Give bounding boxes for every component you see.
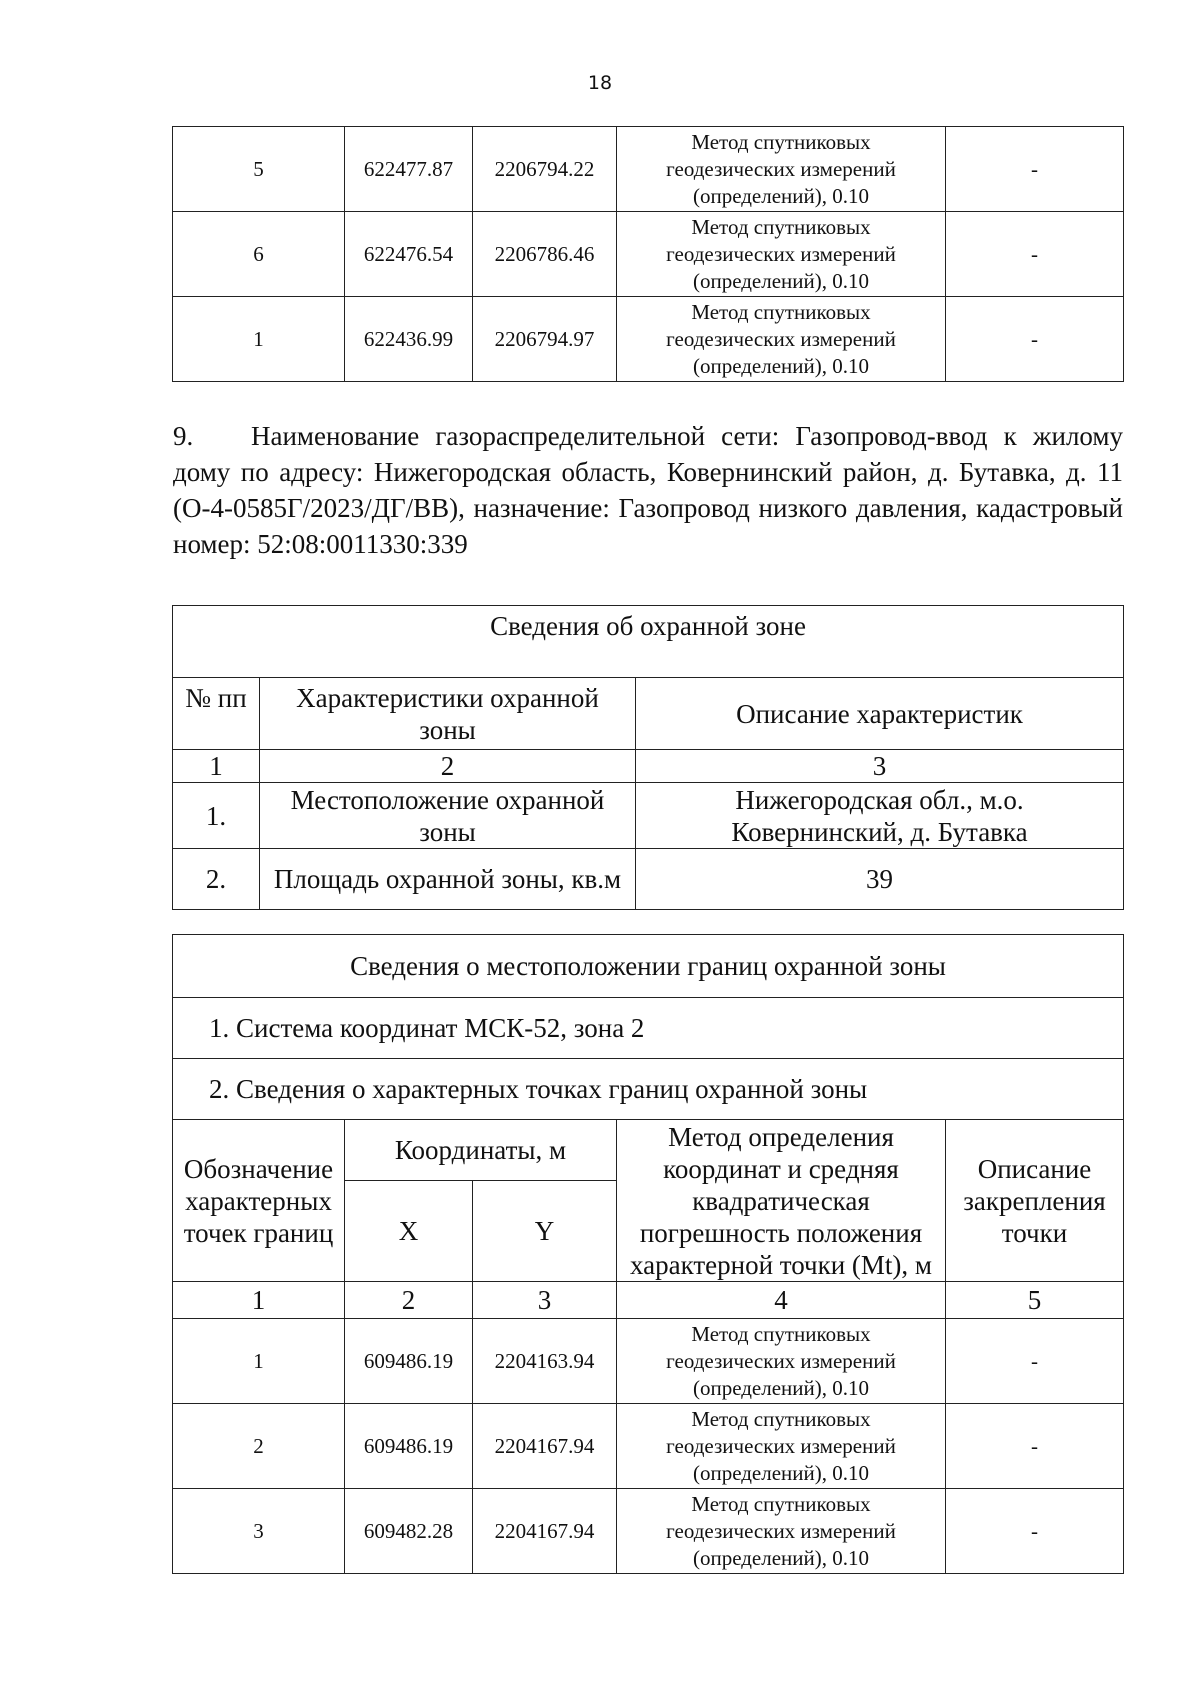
header-y: Y	[473, 1181, 617, 1282]
header-characteristic	[260, 678, 636, 750]
col-number: 1	[173, 750, 260, 783]
desc-cell: -	[946, 1489, 1124, 1574]
y-cell: 2206786.46	[473, 212, 617, 297]
header-coordinates: Координаты, м	[345, 1120, 617, 1181]
y-cell: 2204167.94	[473, 1404, 617, 1489]
header-line: Метод определения	[668, 1121, 894, 1152]
table-header-row	[173, 678, 1124, 750]
header-line: характерных	[185, 1185, 332, 1216]
method-line: Метод спутниковых	[691, 1406, 871, 1431]
method-line: (определений), 0.10	[692, 353, 870, 378]
table-header-row	[173, 1120, 1124, 1181]
method-line: геодезических измерений	[666, 1433, 896, 1458]
header-line: Обозначение	[183, 1153, 334, 1184]
method-cell	[617, 1489, 946, 1574]
x-cell: 609486.19	[345, 1319, 473, 1404]
section-paragraph	[173, 418, 1123, 562]
point-cell: 1	[173, 1319, 345, 1404]
method-line: (определений), 0.10	[692, 1460, 870, 1485]
point-cell: 1	[173, 297, 345, 382]
point-cell: 2	[173, 1404, 345, 1489]
method-cell	[617, 212, 946, 297]
method-line: (определений), 0.10	[692, 183, 870, 208]
method-cell	[617, 297, 946, 382]
description-cell	[636, 783, 1124, 849]
table-row	[173, 783, 1124, 849]
header-designation	[173, 1120, 345, 1282]
header-fixing	[946, 1120, 1124, 1282]
y-cell: 2206794.22	[473, 127, 617, 212]
table-title-row	[173, 606, 1124, 678]
x-cell: 609486.19	[345, 1404, 473, 1489]
y-cell: 2204163.94	[473, 1319, 617, 1404]
method-line: геодезических измерений	[666, 1518, 896, 1543]
y-cell: 2206794.97	[473, 297, 617, 382]
header-line: Описание	[977, 1153, 1092, 1184]
header-method	[617, 1120, 946, 1282]
table-row	[173, 1404, 1124, 1489]
method-cell	[617, 127, 946, 212]
description-cell: 39	[636, 849, 1124, 910]
header-line: зоны	[419, 714, 476, 745]
header-line: точек границ	[183, 1217, 334, 1248]
col-number: 5	[946, 1282, 1124, 1319]
table-row	[173, 849, 1124, 910]
x-cell: 622436.99	[345, 297, 473, 382]
header-description: Описание характеристик	[636, 678, 1124, 750]
col-number: 3	[636, 750, 1124, 783]
cell-line: Нижегородская обл., м.о.	[735, 784, 1024, 815]
coordinates-continuation-table	[172, 126, 1124, 382]
method-line: Метод спутниковых	[691, 299, 871, 324]
header-line: погрешность положения	[639, 1217, 923, 1248]
column-number-row	[173, 1282, 1124, 1319]
characteristic-cell	[260, 783, 636, 849]
method-line: Метод спутниковых	[691, 1321, 871, 1346]
y-cell: 2204167.94	[473, 1489, 617, 1574]
method-cell	[617, 1404, 946, 1489]
header-x: X	[345, 1181, 473, 1282]
col-number: 2	[260, 750, 636, 783]
header-line: координат и средняя	[663, 1153, 899, 1184]
method-line: геодезических измерений	[666, 156, 896, 181]
section-text: Наименование газораспределительной сети: Газопровод-ввод к жилому дому по адресу: Нижегородская область, Ковернинский район, д. Бутавка, д. 11 (О-4-0585Г/2023/ДГ/ВВ), назначение: Газопровод низкого давления, кадастровый номер: 52:08:0011330:339	[173, 421, 1123, 559]
row-num: 1.	[173, 783, 260, 849]
x-cell: 622476.54	[345, 212, 473, 297]
desc-cell: -	[946, 297, 1124, 382]
coord-system-row	[173, 998, 1124, 1059]
boundary-title: Сведения о местоположении границ охранной зоны	[173, 935, 1124, 998]
points-title-row	[173, 1059, 1124, 1120]
method-line: (определений), 0.10	[692, 1375, 870, 1400]
desc-cell: -	[946, 1404, 1124, 1489]
row-num: 2.	[173, 849, 260, 910]
method-line: геодезических измерений	[666, 241, 896, 266]
method-line: Метод спутниковых	[691, 1491, 871, 1516]
method-line: геодезических измерений	[666, 326, 896, 351]
col-number: 2	[345, 1282, 473, 1319]
header-line: закрепления	[963, 1185, 1106, 1216]
table-row	[173, 1319, 1124, 1404]
cell-line: Ковернинский, д. Бутавка	[731, 816, 1028, 847]
method-line: геодезических измерений	[666, 1348, 896, 1373]
zone-info-table	[172, 605, 1124, 910]
column-number-row	[173, 750, 1124, 783]
table-row	[173, 1489, 1124, 1574]
col-number: 1	[173, 1282, 345, 1319]
point-cell: 5	[173, 127, 345, 212]
col-number: 3	[473, 1282, 617, 1319]
section-number: 9.	[173, 421, 194, 451]
header-line: точки	[1001, 1217, 1068, 1248]
table-row	[173, 212, 1124, 297]
characteristic-cell: Площадь охранной зоны, кв.м	[260, 849, 636, 910]
cell-line: Местоположение охранной	[290, 784, 605, 815]
point-cell: 6	[173, 212, 345, 297]
desc-cell: -	[946, 212, 1124, 297]
desc-cell: -	[946, 1319, 1124, 1404]
col-number: 4	[617, 1282, 946, 1319]
table-row	[173, 127, 1124, 212]
page-number: 18	[587, 72, 613, 94]
zone-info-title: Сведения об охранной зоне	[173, 606, 1124, 678]
table-row	[173, 297, 1124, 382]
header-line: квадратическая	[692, 1185, 870, 1216]
header-line: характерной точки (Mt), м	[629, 1249, 933, 1280]
points-title: 2. Сведения о характерных точках границ охранной зоны	[173, 1059, 1124, 1120]
desc-cell: -	[946, 127, 1124, 212]
table-title-row	[173, 935, 1124, 998]
method-line: (определений), 0.10	[692, 268, 870, 293]
header-line: Характеристики охранной	[296, 682, 599, 713]
x-cell: 609482.28	[345, 1489, 473, 1574]
method-line: Метод спутниковых	[691, 214, 871, 239]
method-cell	[617, 1319, 946, 1404]
point-cell: 3	[173, 1489, 345, 1574]
boundary-points-table	[172, 934, 1124, 1574]
method-line: Метод спутниковых	[691, 129, 871, 154]
coord-system: 1. Система координат МСК-52, зона 2	[173, 998, 1124, 1059]
cell-line: зоны	[419, 816, 476, 847]
method-line: (определений), 0.10	[692, 1545, 870, 1570]
header-num: № пп	[173, 678, 260, 750]
x-cell: 622477.87	[345, 127, 473, 212]
